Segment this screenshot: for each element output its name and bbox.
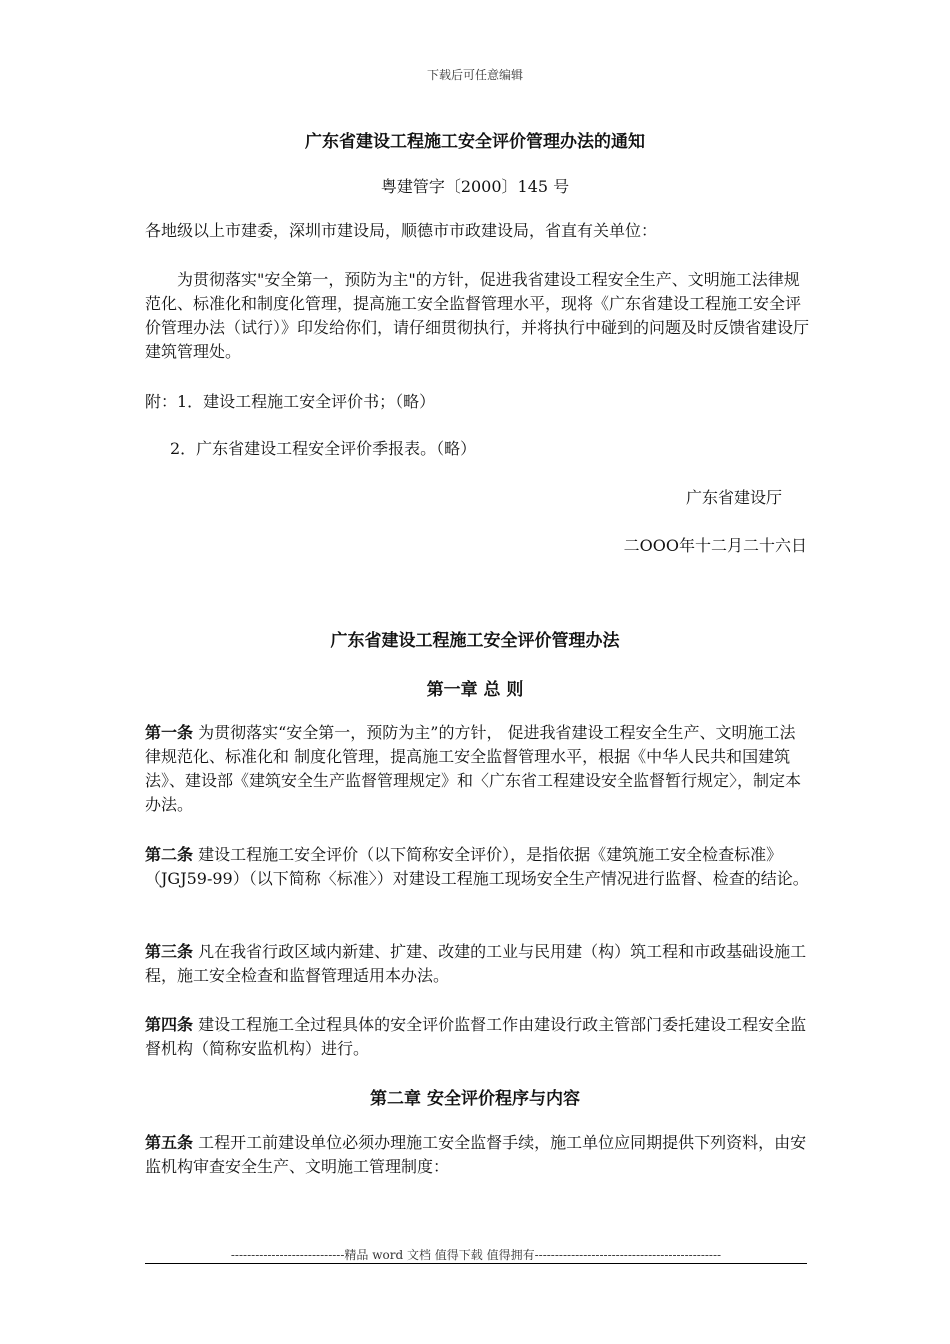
footer-note: ----------------------------精品 word 文档 值得下载 值得拥有---------------------------------------------- <box>230 1248 722 1262</box>
article-1-text: 为贯彻落实“安全第一，预防为主”的方针， 促进我省建设工程安全生产、文明施工法律规范化、标准化和 制度化管理，提高施工安全监督管理水平，根据《中华人民共和国建筑法》、建设部《建筑安全生产监督管理规定》和〈广东省工程建设安全监督暂行规定〉，制定本办法。 <box>145 723 802 814</box>
article-3 <box>145 940 810 988</box>
article-4-text: 建设工程施工全过程具体的安全评价监督工作由建设行政主管部门委托建设工程安全监督机构（简称安监机构）进行。 <box>145 1015 807 1058</box>
header-note: 下载后可任意编辑 <box>426 68 523 82</box>
article-3-label: 第三条 <box>145 942 194 961</box>
chapter-1-heading: 第一章 总 则 <box>426 680 524 700</box>
chapter-2-heading: 第二章 安全评价程序与内容 <box>370 1089 580 1109</box>
attachment-2: 2．广东省建设工程安全评价季报表。（略） <box>170 439 477 458</box>
article-4-label: 第四条 <box>145 1015 194 1034</box>
issue-date: 二OOO年十二月二十六日 <box>623 536 807 555</box>
article-2 <box>145 843 810 891</box>
footer-divider <box>145 1263 807 1264</box>
issuer: 广东省建设厅 <box>685 488 782 507</box>
regulation-title: 广东省建设工程施工安全评价管理办法 <box>330 631 620 651</box>
attachment-1: 附：1．建设工程施工安全评价书；（略） <box>145 392 436 411</box>
article-3-text: 凡在我省行政区域内新建、扩建、改建的工业与民用建（构）筑工程和市政基础设施工程，施工安全检查和监督管理适用本办法。 <box>145 942 807 985</box>
notice-title: 广东省建设工程施工安全评价管理办法的通知 <box>305 132 645 152</box>
article-1-label: 第一条 <box>145 723 194 742</box>
article-1 <box>145 721 810 817</box>
article-2-text: 建设工程施工安全评价（以下简称安全评价），是指依据《建筑施工安全检查标准》（JGJ59-99）（以下简称〈标准〉）对建设工程施工现场安全生产情况进行监督、检查的结论。 <box>145 845 809 888</box>
article-5-label: 第五条 <box>145 1133 194 1152</box>
article-4 <box>145 1013 810 1061</box>
article-2-label: 第二条 <box>145 845 194 864</box>
addressee: 各地级以上市建委，深圳市建设局，顺德市市政建设局，省直有关单位： <box>145 221 658 240</box>
article-5 <box>145 1131 810 1179</box>
notice-body: 为贯彻落实"安全第一，预防为主"的方针，促进我省建设工程安全生产、文明施工法律规范化、标准化和制度化管理，提高施工安全监督管理水平，现将《广东省建设工程施工安全评价管理办法（试行）》印发给你们，请仔细贯彻执行，并将执行中碰到的问题及时反馈省建设厅建筑管理处。 <box>145 270 810 361</box>
document-number: 粤建管字〔2000〕145 号 <box>380 177 570 196</box>
article-5-text: 工程开工前建设单位必须办理施工安全监督手续，施工单位应同期提供下列资料，由安监机构审查安全生产、文明施工管理制度： <box>145 1133 807 1176</box>
